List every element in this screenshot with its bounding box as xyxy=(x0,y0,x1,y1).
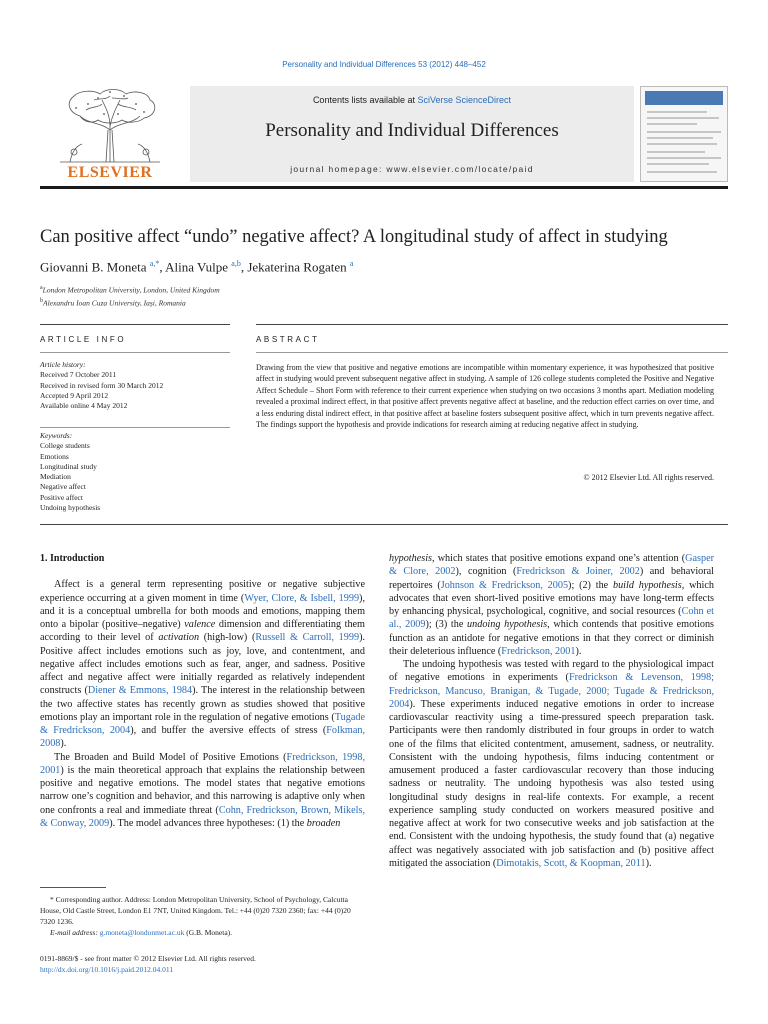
body-paragraph xyxy=(40,751,365,831)
body-text: Affect is a general term representing positive or negative subjective experience occurring at a given moment in time ( xyxy=(40,579,365,604)
cover-line xyxy=(647,157,721,159)
article-title: Can positive affect “undo” negative affect? A longitudinal study of affect in studying xyxy=(40,227,668,247)
keywords-rule xyxy=(40,427,230,428)
body-text: ), and buffer the aversive effects of stress ( xyxy=(130,725,327,736)
author-affiliation-mark[interactable]: a,b xyxy=(231,259,241,268)
citation-link[interactable]: Fredrickson & Levenson, 1998; Fredrickson, Mancuso, Branigan, & Tugade, 2000; Tugade & Fredrickson, 2004 xyxy=(389,672,714,710)
body-paragraph xyxy=(389,552,714,658)
journal-homepage xyxy=(190,164,634,174)
homepage-link[interactable]: www.elsevier.com/locate/paid xyxy=(386,164,534,174)
citation-link[interactable]: Folkman, 2008 xyxy=(40,725,366,750)
affiliation-mark: a xyxy=(40,285,43,291)
author-name[interactable]: Giovanni B. Moneta xyxy=(40,259,147,275)
citation-link[interactable]: Fredrickson, 1998, 2001 xyxy=(40,751,365,776)
citation-link[interactable]: Cohn et al., 2009 xyxy=(389,606,715,631)
email-line xyxy=(40,927,365,938)
info-heading-rule xyxy=(40,352,230,353)
abstract-top-rule xyxy=(256,324,728,325)
keyword-item[interactable]: Undoing hypothesis xyxy=(40,503,101,513)
body-text: ), and it is a conceptual umbrella for both moods and emotions, mapping them onto a bipolar (positive–negative) xyxy=(40,592,365,630)
cover-line xyxy=(647,151,705,153)
body-text: ). The interest in the relationship between the two affective states has recently grown as studies showed that positive emotions play an important role in the regulation of negative emotions ( xyxy=(40,685,365,723)
footnote-rule xyxy=(40,887,106,888)
elsevier-logo[interactable] xyxy=(40,86,180,182)
abstract-heading-rule xyxy=(256,352,728,353)
keyword-item[interactable]: Emotions xyxy=(40,451,69,461)
journal-banner xyxy=(190,86,634,182)
issn-line: 0191-8869/$ - see front matter © 2012 Elsevier Ltd. All rights reserved. xyxy=(40,954,256,963)
corresponding-author-note: * Corresponding author. Address: London Metropolitan University, School of Psychology, Calcutta House, Old Castle Street, London E1 7NT, United Kingdom. Tel.: +44 (0)20 7320 2360; fax: +44 (0)20 7320 1236. xyxy=(40,895,351,926)
author-name[interactable]: Jekaterina Rogaten xyxy=(247,259,347,275)
section-title: 1. Introduction xyxy=(40,553,105,564)
body-text: ). These experiments induced negative emotions in order to increase cardiovascular reactivity using a time-pressured speech preparation task. Participants were then randomly distributed in four groups in order to watch one of the films that elicited contentment, amusement, sadness, or neutrality. Consistent with the undoing hypothesis, films inducing contentment or amusement produced a faster cardiovascular recovery than those inducing sadness or neutrality. The undoing hypothesis was also tested using longitudinal study designs in real-life contexts. For example, a recent experience sampling study conducted on workers measured positive and negative affect at work for two consecutive weeks and job satisfaction at the end. Consistent with the undoing hypothesis, the study found that (a) negative affect was negatively associated with job satisfaction and (b) positive affect mitigated the association ( xyxy=(389,698,714,869)
cover-line xyxy=(647,137,713,139)
cover-line xyxy=(647,131,721,133)
body-column-left xyxy=(40,552,365,830)
article-history xyxy=(40,360,230,411)
history-list xyxy=(40,370,230,411)
history-item: Available online 4 May 2012 xyxy=(40,401,128,411)
keyword-item[interactable]: Positive affect xyxy=(40,492,83,502)
history-item: Received 7 October 2011 xyxy=(40,370,117,380)
affiliation-item xyxy=(40,283,220,296)
cover-line xyxy=(647,123,697,125)
body-text: dimension and differentiating them according to their level of xyxy=(40,619,365,644)
body-text: ). xyxy=(575,645,582,657)
doi-link[interactable]: http://dx.doi.org/10.1016/j.paid.2012.04.011 xyxy=(40,965,174,974)
body-column-right xyxy=(389,552,714,870)
copyright-notice: © 2012 Elsevier Ltd. All rights reserved. xyxy=(583,473,714,482)
email-label: E-mail address: xyxy=(50,928,100,937)
citation-link[interactable]: Dimotakis, Scott, & Koopman, 2011 xyxy=(496,857,646,869)
body-text: The undoing hypothesis was tested with regard to the physiological impact of negative emotions in experiments ( xyxy=(389,659,714,684)
history-label: Article history: xyxy=(40,360,86,369)
body-text: The Broaden and Build Model of Positive Emotions ( xyxy=(54,751,287,763)
body-text: , which states that positive emotions expand one’s attention ( xyxy=(432,553,686,564)
article-info-heading: ARTICLE INFO xyxy=(40,335,127,344)
body-text: ). xyxy=(60,738,67,750)
keyword-item[interactable]: Longitudinal study xyxy=(40,461,97,471)
keyword-item[interactable]: Negative affect xyxy=(40,482,86,492)
author-name[interactable]: Alina Vulpe xyxy=(165,259,229,275)
email-suffix: (G.B. Moneta). xyxy=(184,928,233,937)
affiliations xyxy=(40,283,220,308)
citation-link[interactable]: Diener & Emmons, 1984 xyxy=(87,685,193,697)
email-link[interactable]: g.moneta@londonmet.ac.uk xyxy=(99,928,185,937)
emphasis-text: undoing hypothesis xyxy=(467,619,548,631)
keyword-item[interactable]: Mediation xyxy=(40,472,71,482)
cover-line xyxy=(647,117,719,119)
affiliation-text: London Metropolitan University, London, United Kingdom xyxy=(42,285,220,295)
affiliation-mark: b xyxy=(40,297,43,304)
citation-link[interactable]: Russell & Carroll, 1999 xyxy=(255,632,360,644)
abstract-text: Drawing from the view that positive and negative emotions are incompatible within momentary experience, it was hypothesized that positive affect in studying would prevent subsequent negative affect in studying. A sample of 126 college students completed the Positive and Negative Affect Schedule – Short Form with reference to their current experience when studying on two occasions 3 months apart. Mediation modeling revealed a proximal indirect effect, in that positive affect prevents negative affect at baseline, and the reduction effect carries on over time, and a less enduring distal indirect effect, in that positive affect at baseline fosters subsequent positive affect, which in turn prevents negative affect. The findings support the hypothesis and provide indications for research aiming at reducing negative affect in studying. xyxy=(256,363,714,430)
emphasis-text: activation xyxy=(158,632,200,644)
cover-line xyxy=(647,143,717,145)
affiliation-text: Alexandru Ioan Cuza University, Iași, Romania xyxy=(43,298,186,307)
journal-citation-link[interactable]: Personality and Individual Differences 53 (2012) 448–452 xyxy=(282,60,486,69)
author-list: Giovanni B. Moneta $^{a,*}$, Alina Vulpe $^{a,b}$, Jekaterina Rogaten $^a$ xyxy=(40,259,354,275)
body-text: ) is the main theoretical approach that explains the relationship between positive and negative emotions. The model states that negative emotions narrow one’s cognition and behavior, and this narrowing is adaptive only when one confronts a real and immediate threat ( xyxy=(40,764,365,816)
affiliation-item xyxy=(40,296,220,309)
elsevier-tree-icon xyxy=(40,86,180,164)
emphasis-text: broaden xyxy=(306,817,341,829)
keywords xyxy=(40,431,230,513)
citation-link[interactable]: Tugade & Fredrickson, 2004 xyxy=(40,711,365,736)
history-item: Accepted 9 April 2012 xyxy=(40,390,109,400)
masthead xyxy=(40,86,728,186)
body-text: (high-low) ( xyxy=(199,632,256,644)
cover-line xyxy=(647,111,707,113)
body-text: , which advocates that even short-lived positive emotions may have long-term effects by enhancing physical, psychological, cognitive, and social resources ( xyxy=(389,579,714,617)
cover-line xyxy=(647,171,717,173)
body-text: ). Positive affect includes emotions such as joy, love, and contentment, and negative affect includes emotions such as fear, anger, and sadness. Positive affect and negative affect were initially regarded as relatively independent constructs ( xyxy=(40,632,366,697)
keyword-list xyxy=(40,441,230,513)
citation-link[interactable]: Fredrickson & Joiner, 2002 xyxy=(516,566,640,578)
cover-line xyxy=(647,163,709,165)
body-paragraph xyxy=(389,658,714,870)
body-paragraph xyxy=(40,578,365,750)
sciencedirect-link[interactable]: SciVerse ScienceDirect xyxy=(417,95,512,105)
contents-prefix: Contents lists available at xyxy=(312,95,418,105)
body-text: ). xyxy=(645,857,652,869)
citation-link[interactable]: Gasper & Clore, 2002 xyxy=(389,553,714,578)
citation-link[interactable]: Fredrickson, 2001 xyxy=(501,645,576,657)
publisher-wordmark: ELSEVIER xyxy=(67,164,153,181)
citation-link[interactable]: Wyer, Clore, & Isbell, 1999 xyxy=(244,592,360,604)
journal-cover-thumbnail[interactable] xyxy=(640,86,728,182)
keywords-label: Keywords: xyxy=(40,431,73,440)
cover-header xyxy=(645,91,723,105)
masthead-rule xyxy=(40,186,728,189)
body-text: ); (3) the xyxy=(425,619,468,631)
author-affiliation-mark[interactable]: a,* xyxy=(149,259,160,268)
author-affiliation-mark[interactable]: a xyxy=(349,259,354,268)
body-text: ) and behavioral repertoires ( xyxy=(389,566,714,591)
history-item: Received in revised form 30 March 2012 xyxy=(40,380,164,390)
citation-link[interactable]: Cohn, Fredrickson, Brown, Mikels, & Conway, 2009 xyxy=(40,804,366,829)
front-matter-bottom-rule xyxy=(40,524,728,525)
info-top-rule xyxy=(40,324,230,325)
body-text: ), cognition ( xyxy=(455,566,517,578)
journal-title[interactable]: Personality and Individual Differences xyxy=(265,120,559,141)
body-text: , which contends that positive emotions function as an antidote for negative emotions in that they correct or diminish their deleterious influence ( xyxy=(389,619,714,657)
keyword-item[interactable]: College students xyxy=(40,441,90,451)
emphasis-text: hypothesis xyxy=(389,553,433,564)
corresponding-footnote xyxy=(40,894,365,938)
emphasis-text: build hypothesis xyxy=(612,579,682,591)
citation-link[interactable]: Johnson & Fredrickson, 2005 xyxy=(440,579,569,591)
body-text: ); (2) the xyxy=(568,579,613,591)
homepage-prefix: journal homepage: xyxy=(290,164,387,174)
bottom-info xyxy=(40,953,256,975)
contents-line xyxy=(190,95,634,105)
abstract-heading: ABSTRACT xyxy=(256,335,320,344)
emphasis-text: valence xyxy=(184,619,216,630)
body-text: ). The model advances three hypotheses: (1) the xyxy=(109,817,307,829)
